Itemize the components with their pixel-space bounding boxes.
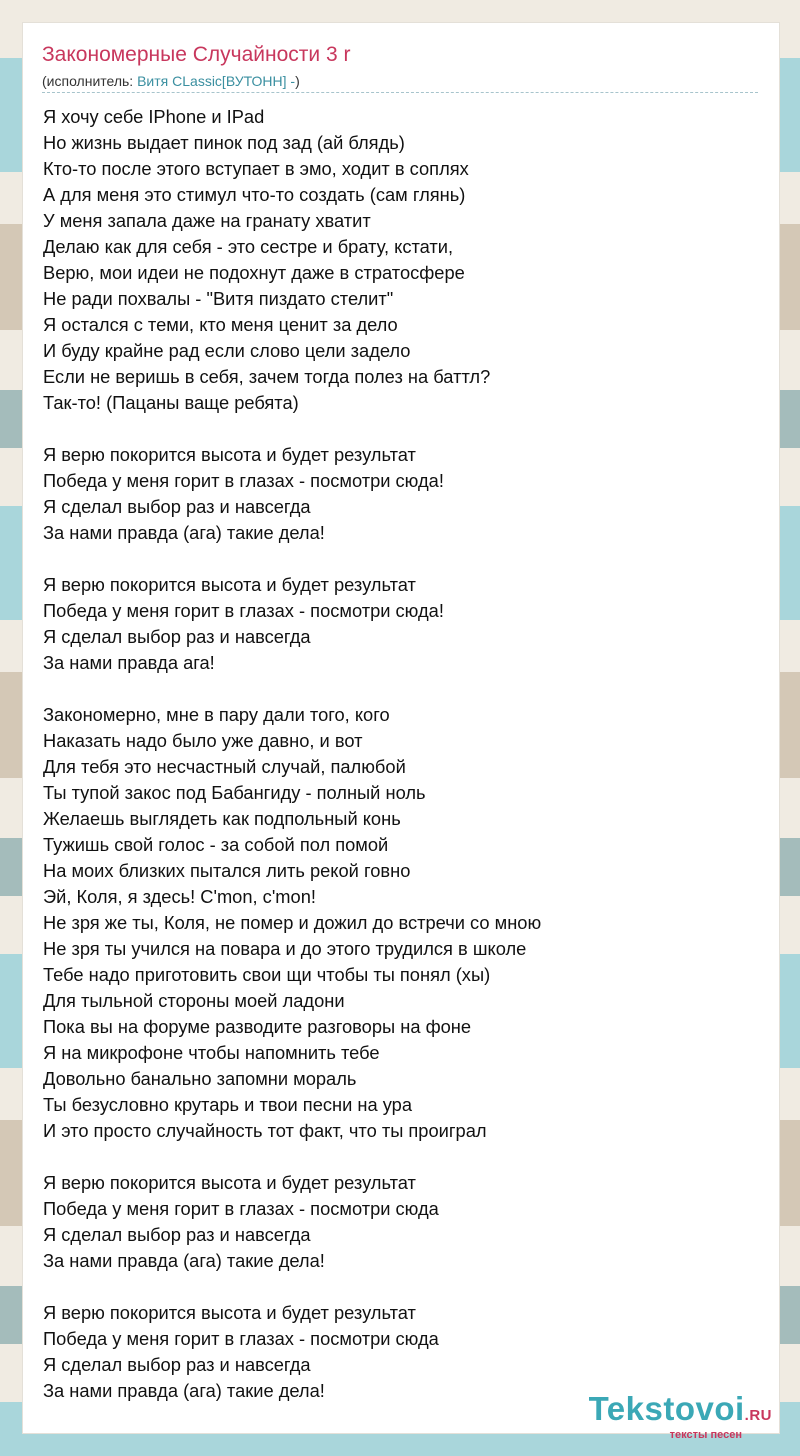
lyric-line: Так-то! (Пацаны ваще ребята) bbox=[43, 392, 299, 413]
lyric-line: Я верю покорится высота и будет результат bbox=[43, 574, 416, 595]
lyric-line: Победа у меня горит в глазах - посмотри сюда bbox=[43, 1328, 439, 1349]
lyric-line: Я хочу себе IPhone и IPad bbox=[43, 106, 265, 127]
lyric-line: Победа у меня горит в глазах - посмотри сюда bbox=[43, 1198, 439, 1219]
lyric-line: Я верю покорится высота и будет результат bbox=[43, 1302, 416, 1323]
lyric-line: Победа у меня горит в глазах - посмотри сюда! bbox=[43, 470, 444, 491]
lyrics-stanza bbox=[43, 1300, 763, 1404]
lyric-line: А для меня это стимул что-то создать (сам глянь) bbox=[43, 184, 466, 205]
artist-line bbox=[42, 73, 300, 89]
lyric-line: Я сделал выбор раз и навсегда bbox=[43, 496, 311, 517]
lyric-line: Не зря же ты, Коля, не помер и дожил до встречи со мною bbox=[43, 912, 542, 933]
lyric-line: Не зря ты учился на повара и до этого трудился в школе bbox=[43, 938, 527, 959]
lyric-line: Верю, мои идеи не подохнут даже в стратосфере bbox=[43, 262, 465, 283]
logo-suffix: .RU bbox=[744, 1407, 772, 1424]
song-title: Закономерные Случайности 3 r bbox=[42, 43, 351, 66]
lyric-line: Для тебя это несчастный случай, палюбой bbox=[43, 756, 406, 777]
lyrics-stanza bbox=[43, 1170, 763, 1274]
lyric-line: Я сделал выбор раз и навсегда bbox=[43, 1224, 311, 1245]
lyric-line: Я сделал выбор раз и навсегда bbox=[43, 1354, 311, 1375]
lyrics-stanza bbox=[43, 702, 763, 1144]
lyric-line: Я верю покорится высота и будет результат bbox=[43, 444, 416, 465]
lyric-line: Я сделал выбор раз и навсегда bbox=[43, 626, 311, 647]
lyric-line: У меня запала даже на гранату хватит bbox=[43, 210, 371, 231]
lyric-line: За нами правда ага! bbox=[43, 652, 215, 673]
lyric-line: За нами правда (ага) такие дела! bbox=[43, 1250, 325, 1271]
lyric-line: Закономерно, мне в пару дали того, кого bbox=[43, 704, 390, 725]
lyric-line: И буду крайне рад если слово цели задело bbox=[43, 340, 411, 361]
lyric-line: Если не веришь в себя, зачем тогда полез на баттл? bbox=[43, 366, 491, 387]
lyric-line: Желаешь выглядеть как подпольный конь bbox=[43, 808, 401, 829]
logo-name: Tekstovoi bbox=[588, 1390, 745, 1427]
lyric-line: Делаю как для себя - это сестре и брату, кстати, bbox=[43, 236, 454, 257]
title-divider bbox=[42, 92, 758, 93]
lyric-line: Я остался с теми, кто меня ценит за дело bbox=[43, 314, 398, 335]
site-logo[interactable] bbox=[589, 1392, 772, 1441]
lyric-line: Кто-то после этого вступает в эмо, ходит в соплях bbox=[43, 158, 469, 179]
artist-link[interactable]: Витя CLassic[ВУТОНН] - bbox=[137, 73, 296, 89]
lyrics-stanza bbox=[43, 572, 763, 676]
lyric-line: Тебе надо приготовить свои щи чтобы ты понял (хы) bbox=[43, 964, 491, 985]
lyric-line: Эй, Коля, я здесь! C'mon, c'mon! bbox=[43, 886, 316, 907]
lyric-line: Ты безусловно крутарь и твои песни на ура bbox=[43, 1094, 412, 1115]
artist-prefix: (исполнитель: bbox=[42, 73, 138, 89]
lyric-line: Тужишь свой голос - за собой пол помой bbox=[43, 834, 389, 855]
lyric-line: Пока вы на форуме разводите разговоры на фоне bbox=[43, 1016, 472, 1037]
lyric-line: Я на микрофоне чтобы напомнить тебе bbox=[43, 1042, 380, 1063]
lyric-line: За нами правда (ага) такие дела! bbox=[43, 522, 325, 543]
lyric-line: Я верю покорится высота и будет результат bbox=[43, 1172, 416, 1193]
lyric-line: Довольно банально запомни мораль bbox=[43, 1068, 357, 1089]
lyric-line: И это просто случайность тот факт, что ты проиграл bbox=[43, 1120, 487, 1141]
lyrics-stanza bbox=[43, 442, 763, 546]
lyric-line: Наказать надо было уже давно, и вот bbox=[43, 730, 363, 751]
lyrics-stanza bbox=[43, 104, 763, 416]
lyric-line: Для тыльной стороны моей ладони bbox=[43, 990, 345, 1011]
logo-tagline: тексты песен bbox=[669, 1429, 742, 1441]
artist-suffix: ) bbox=[295, 73, 300, 89]
lyric-line: Не ради похвалы - "Витя пиздато стелит" bbox=[43, 288, 394, 309]
lyric-line: Ты тупой закос под Бабангиду - полный ноль bbox=[43, 782, 426, 803]
lyric-line: На моих близких пытался лить рекой говно bbox=[43, 860, 411, 881]
lyric-line: Но жизнь выдает пинок под зад (ай блядь) bbox=[43, 132, 405, 153]
lyric-line: Победа у меня горит в глазах - посмотри сюда! bbox=[43, 600, 444, 621]
lyrics-body bbox=[43, 104, 763, 1430]
lyric-line: За нами правда (ага) такие дела! bbox=[43, 1380, 325, 1401]
